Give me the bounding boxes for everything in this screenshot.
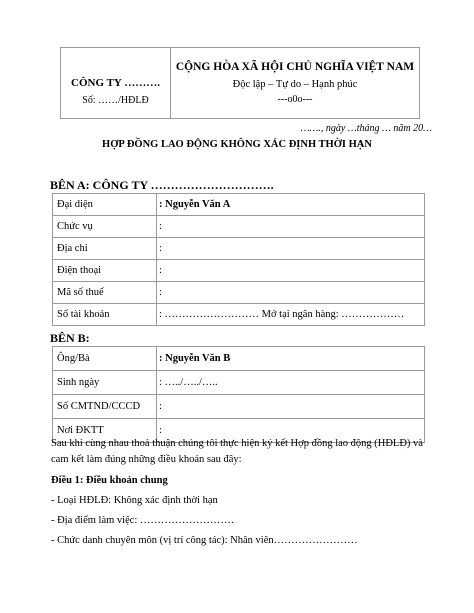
document-title: HỢP ĐỒNG LAO ĐỘNG KHÔNG XÁC ĐỊNH THỜI HẠN [102,139,372,150]
national-heading-cell [171,48,420,119]
table-row [53,194,425,216]
table-row [53,238,425,260]
party-b-value-birthdate: : …../…../….. [157,371,425,395]
article-1-workplace: - Địa điểm làm việc: ……………………… [51,515,235,526]
party-a-key-representative: Đại diện [53,194,157,216]
party-a-key-address: Địa chỉ [53,238,157,260]
party-a-value-phone: : [157,260,425,282]
party-b-value-id-number: : [157,395,425,419]
party-a-key-account: Số tài khoản [53,304,157,326]
table-row [53,304,425,326]
table-row [53,347,425,371]
header-table [60,47,420,119]
party-b-value-residence: : [157,419,425,443]
party-a-label: BÊN A: CÔNG TY …………………………. [50,178,274,192]
document-number: Số: ……/HĐLĐ [82,95,149,106]
party-b-table [52,346,425,443]
table-row [53,371,425,395]
table-row [53,260,425,282]
party-a-value-representative: : Nguyễn Văn A [157,194,425,216]
party-a-value-tax-code: : [157,282,425,304]
party-b-value-name: : Nguyễn Văn B [157,347,425,371]
party-a-key-position: Chức vụ [53,216,157,238]
party-b-key-id-number: Số CMTND/CCCD [53,395,157,419]
party-a-value-position: : [157,216,425,238]
party-b-key-birthdate: Sinh ngày [53,371,157,395]
party-a-key-tax-code: Mã số thuế [53,282,157,304]
table-row [53,395,425,419]
intro-paragraph: Sau khi cùng nhau thoả thuận chúng tôi thực hiện ký kết Hợp đồng lao động (HĐLĐ) và cam kết làm đúng những điều khoản sau đây: [51,438,423,465]
party-a-key-phone: Điện thoại [53,260,157,282]
party-b-key-residence: Nơi ĐKTT [53,419,157,443]
party-b-key-name: Ông/Bà [53,347,157,371]
party-a-value-address: : [157,238,425,260]
article-1-heading: Điều 1: Điều khoản chung [51,475,168,486]
company-cell [61,48,171,119]
ornament-divider: ---o0o--- [277,94,313,105]
party-a-value-account: : ……………………… Mở tại ngân hàng: ……………… [157,304,425,326]
date-line: ……., ngày …tháng … năm 20… [300,123,432,134]
national-motto: Độc lập – Tự do – Hạnh phúc [232,79,358,90]
national-title: CỘNG HÒA XÃ HỘI CHỦ NGHĨA VIỆT NAM [175,61,415,73]
article-1-job-title: - Chức danh chuyên môn (vị trí công tác): Nhân viên…………………… [51,535,358,546]
table-row [53,216,425,238]
table-row [53,282,425,304]
party-a-table [52,193,425,326]
article-1-contract-type: - Loại HĐLĐ: Không xác định thời hạn [51,495,218,506]
party-b-label: BÊN B: [50,331,90,345]
company-name: CÔNG TY ………. [71,77,160,89]
